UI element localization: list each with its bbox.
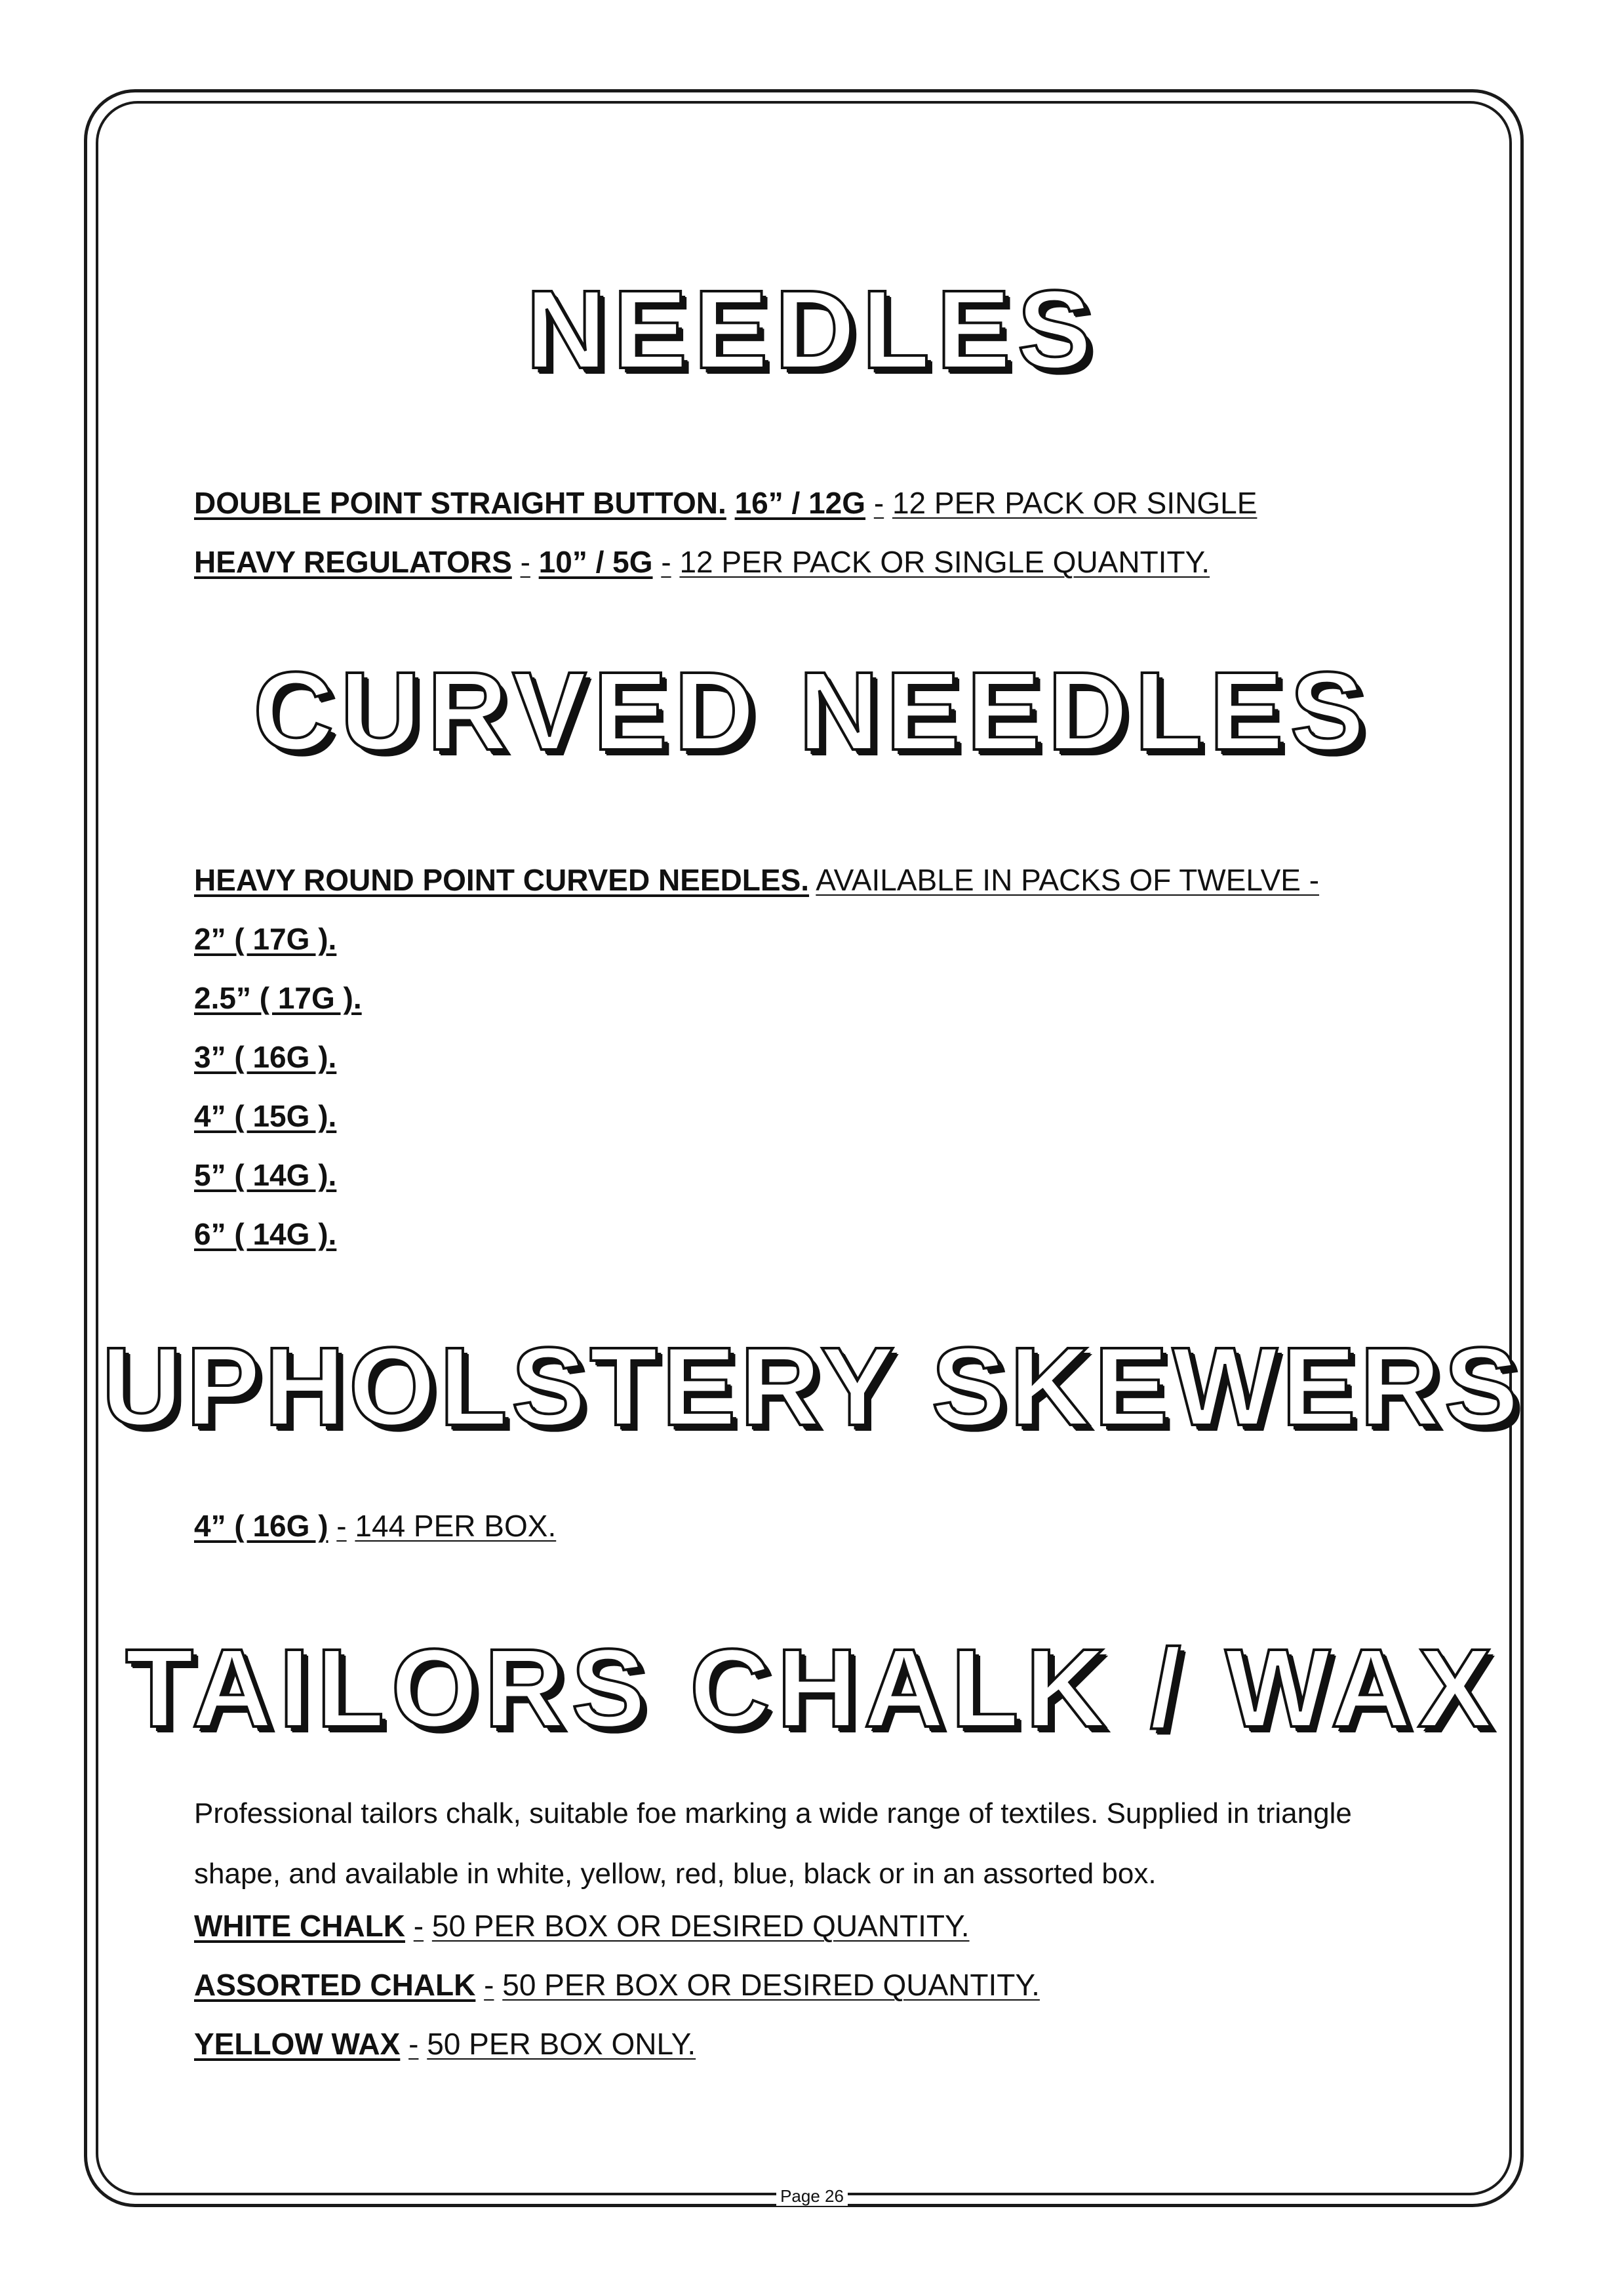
item-detail: 12 PER PACK OR SINGLE QUANTITY.: [679, 545, 1210, 579]
curved-size: [194, 921, 336, 957]
heading-upholstery-skewers: UPHOLSTERY SKEWERS: [101, 1325, 1523, 1449]
item-name: ASSORTED CHALK: [194, 1968, 476, 2002]
item-detail: 50 PER BOX OR DESIRED QUANTITY.: [502, 1968, 1040, 2002]
item-sep: -: [661, 545, 671, 579]
skewer-item: [194, 1508, 556, 1544]
item-sep: -: [336, 1509, 347, 1543]
size-label: 4” ( 15G ).: [194, 1099, 337, 1133]
item-sep: -: [484, 1968, 494, 2002]
heading-tailors-chalk-wax: TAILORS CHALK / WAX: [125, 1626, 1499, 1751]
item-sep: -: [413, 1909, 424, 1943]
needle-item-regulators: [194, 544, 1210, 580]
curved-intro: [194, 862, 1319, 898]
item-detail: 50 PER BOX OR DESIRED QUANTITY.: [431, 1909, 970, 1943]
heading-needles: NEEDLES: [526, 268, 1098, 392]
item-detail: 50 PER BOX ONLY.: [427, 2027, 696, 2061]
item-spec: 10” / 5G: [538, 545, 653, 579]
size-label: 6” ( 14G ).: [194, 1217, 337, 1251]
heading-curved-needles: CURVED NEEDLES: [253, 649, 1371, 774]
item-name: YELLOW WAX: [194, 2027, 401, 2061]
curved-size: [194, 1098, 336, 1134]
size-label: 2” ( 17G ).: [194, 922, 337, 956]
page-number: Page 26: [776, 2186, 848, 2206]
chalk-item-assorted: [194, 1967, 1040, 2003]
item-name: WHITE CHALK: [194, 1909, 405, 1943]
size-label: 2.5” ( 17G ).: [194, 981, 362, 1015]
curved-size: [194, 1157, 336, 1193]
curved-size: [194, 1039, 336, 1075]
needle-item-button: [194, 485, 1257, 521]
curved-intro-detail: AVAILABLE IN PACKS OF TWELVE -: [816, 863, 1320, 897]
item-spec: 16” / 12G: [734, 486, 866, 520]
curved-intro-name: HEAVY ROUND POINT CURVED NEEDLES.: [194, 863, 810, 897]
size-label: 5” ( 14G ).: [194, 1158, 337, 1192]
curved-size: [194, 980, 362, 1016]
curved-size: [194, 1216, 336, 1252]
page-footer: [0, 2186, 1624, 2206]
item-name: HEAVY REGULATORS: [194, 545, 512, 579]
chalk-description: Professional tailors chalk, suitable foe marking a wide range of textiles. Supplied in triangle shape, and available in white, yellow, red, blue, black or in an assorted box.: [194, 1797, 1352, 1890]
item-sep: -: [408, 2027, 419, 2061]
item-detail: 144 PER BOX.: [355, 1509, 557, 1543]
item-spec: 4” ( 16G ): [194, 1509, 328, 1543]
item-sep: -: [520, 545, 530, 579]
chalk-item-white: [194, 1908, 970, 1944]
chalk-item-yellow-wax: [194, 2026, 696, 2062]
item-sep: -: [873, 486, 884, 520]
size-label: 3” ( 16G ).: [194, 1040, 337, 1074]
item-detail: 12 PER PACK OR SINGLE: [892, 486, 1258, 520]
item-name: DOUBLE POINT STRAIGHT BUTTON.: [194, 486, 726, 520]
